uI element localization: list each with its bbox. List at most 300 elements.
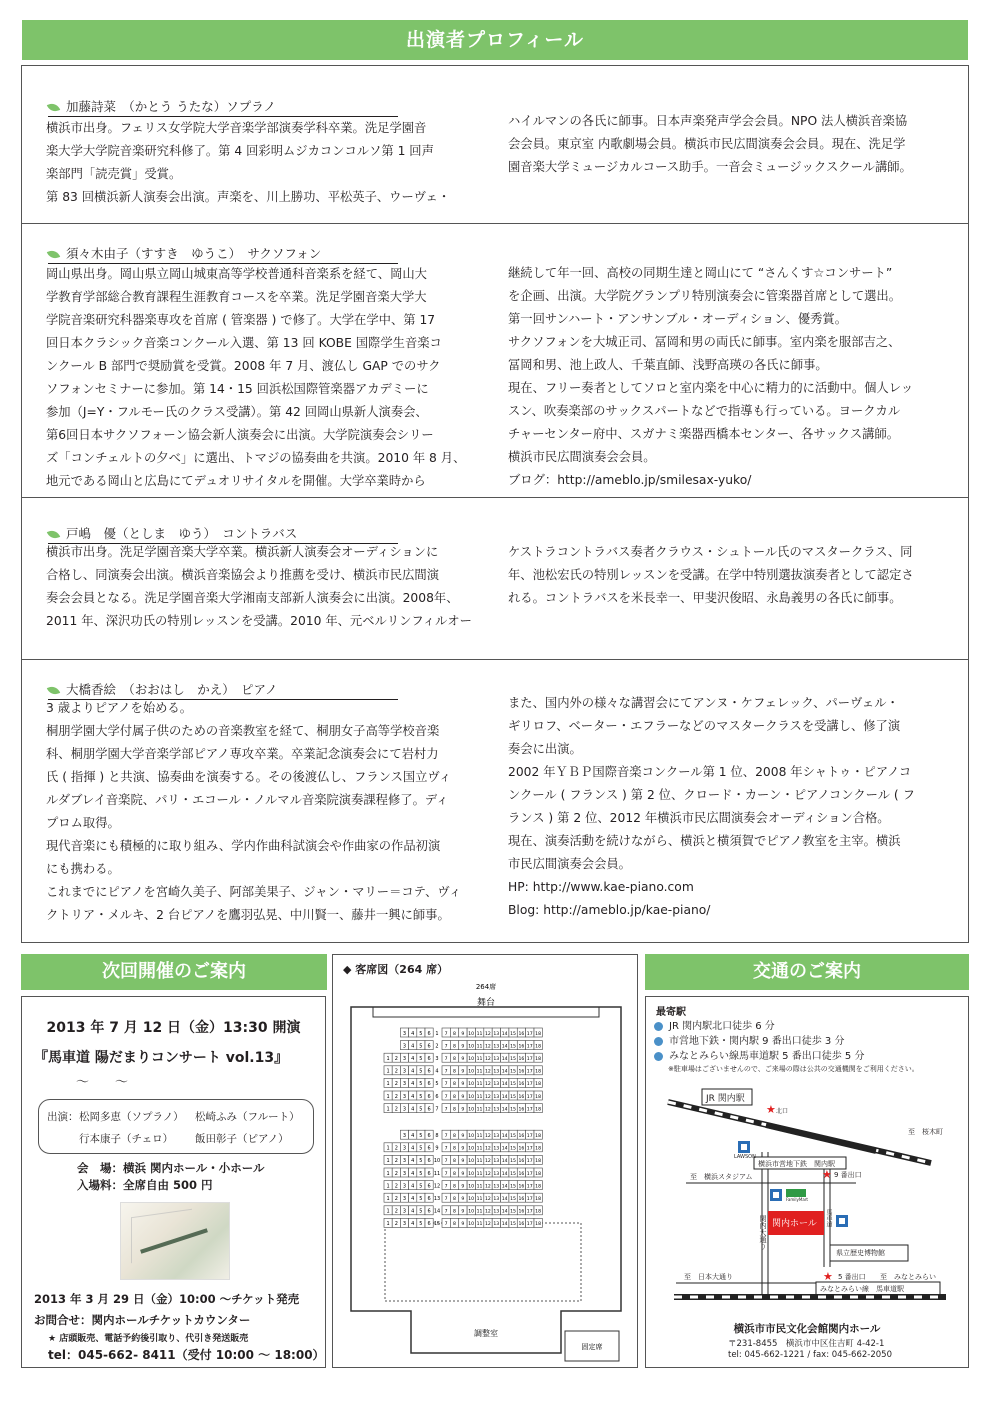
profile-text-left (46, 541, 486, 633)
seat-number: 18 (535, 1107, 542, 1113)
text-line: ギリロフ、ベーター・エフラーなどのマスタークラスを受講し、修了演 (508, 719, 901, 733)
profile-susuki (22, 224, 968, 498)
seat-number: 6 (427, 1221, 431, 1228)
map-label: 馬車道 (825, 1209, 832, 1227)
text-line: ンクール ( フランス ) 第 2 位、クロード・カーン・ピアノコンクール ( フ (508, 788, 915, 802)
row-number: 8 (435, 1133, 439, 1139)
map-label: 北口 (776, 1108, 789, 1115)
text-line: 市民広間演奏会会員。 (508, 857, 631, 871)
seat-number: 14 (501, 1184, 508, 1190)
text-line: 冨岡和男、池上政人、千葉直師、浅野高瑛の各氏に師事。 (508, 358, 828, 372)
seat-number: 3 (402, 1043, 407, 1050)
access-banner: 交通のご案内 (645, 954, 969, 990)
seat-number: 11 (476, 1184, 483, 1190)
seat-number: 13 (493, 1222, 500, 1228)
seat-number: 3 (402, 1145, 407, 1152)
text-line: 年、池松宏氏の特別レッスンを受講。在学中特別選抜演奏者として認定さ (508, 568, 914, 582)
seat-number: 5 (419, 1145, 423, 1152)
seat-number: 9 (461, 1107, 465, 1113)
row-number: 9 (435, 1145, 439, 1152)
performers-label: 出演： (47, 1111, 79, 1123)
seat-number: 12 (484, 1057, 491, 1062)
seat-number: 10 (468, 1107, 475, 1113)
stage-label: 舞台 (476, 998, 496, 1008)
seat-number: 6 (427, 1133, 431, 1139)
text-line: ルダブレイ音楽院、パリ・エコール・ノルマル音楽院演奏課程修了。ディ (46, 793, 449, 807)
seat-number: 18 (535, 1134, 542, 1139)
seat-number: 17 (526, 1094, 533, 1100)
seat-number: 7 (444, 1094, 448, 1100)
seat-number: 3 (402, 1221, 407, 1228)
seat-number: 10 (468, 1031, 475, 1037)
profile-text-left (46, 117, 486, 209)
seat-number: 16 (518, 1031, 525, 1037)
seat-number: 10 (468, 1171, 475, 1177)
row-number: 7 (435, 1106, 439, 1113)
seat-number: 1 (386, 1093, 390, 1100)
text-line: 第6回日本サクソフォーン協会新人演奏会に出演。大学院演奏会シリー (46, 428, 434, 442)
seat-number: 13 (493, 1082, 500, 1088)
seat-number: 15 (510, 1031, 516, 1037)
seat-number: 1 (386, 1221, 390, 1228)
seat-number: 10 (468, 1082, 475, 1088)
text-line: これまでにピアノを宮崎久美子、阿部美果子、ジャン・マリー＝コテ、ヴィ (46, 885, 462, 899)
seat-number: 15 (510, 1107, 516, 1113)
seat-number: 11 (476, 1171, 483, 1177)
seat-number: 16 (518, 1057, 525, 1062)
seat-number: 11 (476, 1044, 483, 1050)
seat-number: 4 (411, 1183, 415, 1190)
row-number: 1 (435, 1030, 439, 1037)
seat-number: 12 (484, 1222, 491, 1228)
seat-number: 4 (411, 1196, 415, 1202)
nearest-label: 最寄駅 (656, 1007, 686, 1018)
star-icon: ★ (823, 1270, 833, 1283)
text-line: 学院音楽研究科器楽専攻を首席 ( 管楽器 ) で修了。大学在学中、第 17 (46, 313, 436, 327)
text-line: 第 83 回横浜新人演奏会出演。声楽を、川上勝功、平松英子、ウーヴェ・ (46, 190, 451, 204)
seat-number: 18 (535, 1044, 542, 1050)
seat-number: 4 (411, 1068, 415, 1075)
seat-number: 14 (501, 1082, 508, 1088)
seat-number: 16 (518, 1094, 525, 1100)
seat-number: 3 (402, 1106, 407, 1113)
seat-number: 12 (484, 1184, 491, 1190)
seat-number: 17 (526, 1222, 533, 1228)
text-line: 2002 年ＹＢＰ国際音楽コンクール第 1 位、2008 年シャトゥ・ピアノコ (508, 765, 912, 779)
seat-number: 14 (501, 1134, 508, 1139)
venue: 会 場：横浜 関内ホール・小ホール (77, 1161, 265, 1175)
text-line: 奏会会員となる。洗足学園音楽大学湘南支部新人演奏会に出演。2008年、 (46, 591, 459, 605)
station-item (654, 1047, 864, 1062)
familymart-icon (786, 1189, 806, 1197)
seat-number: 18 (535, 1209, 542, 1215)
map-label: 至 みなとみらい (880, 1273, 936, 1281)
text-line: を企画、出演。大学院グランプリ特別演奏会に管楽器首席として選出。 (508, 289, 902, 303)
seat-number: 1 (386, 1183, 390, 1190)
seat-number: 13 (493, 1044, 500, 1050)
map-label: 至 横浜スタジアム (690, 1173, 753, 1181)
seat-number: 5 (419, 1183, 423, 1190)
seating-chart (332, 954, 638, 1368)
profile-text-right (508, 262, 953, 492)
seat-number: 17 (526, 1209, 533, 1215)
seat-number: 16 (518, 1107, 525, 1113)
seat-number: 13 (493, 1031, 500, 1037)
seat-number: 14 (501, 1094, 508, 1100)
seat-number: 15 (510, 1134, 516, 1139)
text-line: 桐朋学園大学付属子供のための音楽教室を経て、桐朋女子高等学校音楽 (46, 724, 440, 738)
seat-number: 15 (510, 1184, 516, 1190)
seat-number: 8 (452, 1044, 456, 1050)
seat-number: 1 (386, 1158, 390, 1165)
leaf-icon (47, 101, 60, 113)
seat-number: 5 (419, 1208, 423, 1215)
text-line: ズ「コンチェルトの夕べ」に選出、トマジの協奏曲を共演。2010 年 8 月、 (46, 451, 466, 465)
seat-number: 12 (484, 1171, 491, 1177)
seat-number: 6 (427, 1208, 431, 1215)
seat-number: 10 (468, 1159, 475, 1165)
profile-name: 大橋香絵 （おおはし かえ） ピアノ (66, 682, 278, 697)
profile-text-left (46, 697, 486, 927)
seat-number: 2 (394, 1081, 398, 1088)
map-label: 至 桜木町 (908, 1128, 943, 1136)
profile-text-right (508, 541, 953, 610)
seat-number: 3 (402, 1208, 407, 1215)
next-subtitle: ～ ～ (76, 1075, 129, 1090)
jr-rail (668, 1102, 931, 1163)
hall-tel: tel: 045-662-1221 / fax: 045-662-2050 (728, 1350, 892, 1360)
seat-number: 3 (402, 1196, 407, 1202)
lawson-icon (770, 1189, 782, 1201)
seat-number: 5 (419, 1133, 423, 1139)
map-label: 至 日本大通り (684, 1273, 733, 1281)
seat-number: 3 (402, 1093, 407, 1100)
seat-number: 18 (535, 1222, 542, 1228)
seat-number: 4 (411, 1221, 415, 1228)
seat-number: 12 (484, 1197, 491, 1202)
seat-number: 4 (411, 1056, 415, 1062)
seat-number: 10 (468, 1094, 475, 1100)
seat-number: 4 (411, 1208, 415, 1215)
seat-number: 16 (518, 1197, 525, 1202)
text-line: 参加（J=Y・フルモー氏のクラス受講）。第 42 回岡山県新人演奏会、 (46, 405, 428, 419)
seat-number: 15 (510, 1069, 516, 1075)
seat-number: 18 (535, 1184, 542, 1190)
seat-number: 9 (461, 1134, 465, 1139)
text-line: れる。コントラバスを米長幸一、甲斐沢俊昭、永島義男の各氏に師事。 (508, 591, 902, 605)
seat-number: 8 (452, 1057, 456, 1062)
seat-number: 7 (444, 1222, 448, 1228)
row-number: 10 (433, 1158, 441, 1165)
seat-number: 18 (535, 1082, 542, 1088)
seat-number: 11 (476, 1159, 483, 1165)
seat-number: 13 (493, 1094, 500, 1100)
hall-address: 〒231-8455 横浜市中区住吉町 4-42-1 (728, 1339, 885, 1349)
map-label: JR 関内駅 (706, 1094, 745, 1104)
text-line: Blog: http://ameblo.jp/kae-piano/ (508, 903, 711, 917)
text-line: 継続して年一回、高校の同期生達と岡山にて “さんくす☆コンサート” (508, 266, 893, 280)
row-number: 12 (433, 1183, 441, 1190)
seat-number: 14 (501, 1069, 508, 1075)
seat-number: 4 (411, 1043, 415, 1050)
seat-number: 9 (461, 1146, 465, 1152)
seat-number: 15 (510, 1094, 516, 1100)
seat-number: 3 (402, 1133, 407, 1139)
seat-number: 2 (394, 1221, 398, 1228)
lawson-icon (836, 1215, 848, 1227)
text-line: 園音楽大学ミュージカルコース助手。一音会ミュージックスクール講師。 (508, 160, 912, 174)
text-line: 回日本クラシック音楽コンクール入選、第 13 回 KOBE 国際学生音楽コ (46, 336, 442, 350)
performer: 行本康子（チェロ） (79, 1133, 174, 1145)
row-number: 11 (433, 1170, 441, 1177)
seat-number: 9 (461, 1184, 465, 1190)
text-line: クトリア・メルキ、2 台ピアノを鷹羽弘晃、中川賢一、藤井一興に師事。 (46, 908, 450, 922)
seat-number: 8 (452, 1094, 456, 1100)
seat-number: 8 (452, 1184, 456, 1190)
seat-number: 11 (476, 1057, 483, 1062)
seat-number: 7 (444, 1209, 448, 1215)
seat-number: 1 (386, 1196, 390, 1202)
seat-number: 11 (476, 1031, 483, 1037)
seat-number: 6 (427, 1081, 431, 1088)
seat-number: 13 (493, 1159, 500, 1165)
profile-header (48, 244, 398, 264)
seat-number: 9 (461, 1094, 465, 1100)
seat-number: 17 (526, 1082, 533, 1088)
profile-name: 加藤詩菜 （かとう うたな）ソプラノ (66, 99, 276, 114)
seat-number: 6 (427, 1158, 431, 1165)
seat-number: 2 (394, 1106, 398, 1113)
seat-number: 9 (461, 1044, 465, 1050)
seat-number: 1 (386, 1081, 390, 1088)
row-number: 14 (433, 1208, 441, 1215)
seat-number: 9 (461, 1057, 465, 1062)
text-line: 科、桐朋学園大学音楽学部ピアノ専攻卒業。卒業記念演奏会にて岩村力 (46, 747, 439, 761)
seat-number: 12 (484, 1044, 491, 1050)
seat-number: 8 (452, 1107, 456, 1113)
next-title: 『馬車道 陽だまりコンサート vol.13』 (34, 1050, 289, 1066)
profile-name: 須々木由子（すすき ゆうこ） サクソフォン (66, 246, 322, 261)
seat-number: 12 (484, 1209, 491, 1215)
seat-number: 8 (452, 1197, 456, 1202)
seat-number: 16 (518, 1159, 525, 1165)
text-line: ケストラコントラバス奏者クラウス・シュトール氏のマスタークラス、同 (508, 545, 913, 559)
station-item (654, 1032, 844, 1047)
seat-number: 14 (501, 1159, 508, 1165)
seat-number: 16 (518, 1134, 525, 1139)
sales-note: ★ 店頭販売、電話予約後引取り、代引き発送販売 (48, 1334, 249, 1344)
seat-number: 17 (526, 1069, 533, 1075)
seat-number: 7 (444, 1031, 448, 1037)
seat-number: 14 (501, 1209, 508, 1215)
seat-number: 8 (452, 1209, 456, 1215)
seat-number: 14 (501, 1057, 508, 1062)
seat-number: 16 (518, 1082, 525, 1088)
seat-number: 8 (452, 1134, 456, 1139)
text-line: 地元である岡山と広島にてデュオリサイタルを開催。大学卒業時から (46, 474, 426, 488)
performers-box (38, 1099, 314, 1154)
seat-number: 11 (476, 1134, 483, 1139)
seat-number: 16 (518, 1171, 525, 1177)
seat-number: 12 (484, 1146, 491, 1152)
seat-number: 15 (510, 1222, 516, 1228)
seat-number: 10 (468, 1222, 475, 1228)
seat-number: 18 (535, 1094, 542, 1100)
seat-number: 1 (386, 1208, 390, 1215)
lawson-icon (738, 1141, 750, 1153)
map-label: 県立歴史博物館 (836, 1249, 885, 1257)
seat-number: 10 (468, 1044, 475, 1050)
seat-number: 4 (411, 1158, 415, 1165)
seat-number: 18 (535, 1069, 542, 1075)
seat-number: 18 (535, 1146, 542, 1152)
seat-number: 17 (526, 1159, 533, 1165)
seat-number: 6 (427, 1183, 431, 1190)
seat-number: 8 (452, 1031, 456, 1037)
leaf-icon (47, 684, 60, 696)
seat-number: 2 (394, 1145, 398, 1152)
inquiry-tel: tel：045-662- 8411（受付 10:00 ～ 18:00） (48, 1348, 325, 1362)
seat-number: 13 (493, 1209, 500, 1215)
row-number: 15 (433, 1221, 441, 1228)
seat-number: 4 (411, 1145, 415, 1152)
profiles-section (21, 65, 969, 943)
text-line: 会会員。東京室 内歌劇場会員。横浜市民広間演奏会会員。現在、洗足学 (508, 137, 906, 151)
station-item (654, 1017, 775, 1032)
seat-number: 6 (427, 1068, 431, 1075)
seat-number: 10 (468, 1069, 475, 1075)
seat-number: 9 (461, 1159, 465, 1165)
seat-number: 7 (444, 1146, 448, 1152)
bullet-icon (654, 1037, 663, 1046)
seat-number: 12 (484, 1069, 491, 1075)
seat-number: 11 (476, 1082, 483, 1088)
text-line: 3 歳よりピアノを始める。 (46, 701, 193, 715)
access-box (645, 996, 969, 1368)
seat-number: 5 (419, 1093, 423, 1100)
seat-number: 13 (493, 1146, 500, 1152)
seat-number: 9 (461, 1209, 465, 1215)
text-line: ブログ：http://ameblo.jp/smilesax-yuko/ (508, 473, 752, 487)
text-line: ンクール B 部門で奨励賞を受賞。2008 年 7 月、渡仏し GAP でのサク (46, 359, 441, 373)
capacity-label: 264席 (475, 983, 497, 991)
text-line: 楽部門「読売賞」受賞。 (46, 167, 182, 181)
seat-number: 10 (468, 1209, 475, 1215)
seat-number: 15 (510, 1209, 516, 1215)
seating-diagram (333, 955, 639, 1369)
row-number: 3 (435, 1056, 439, 1062)
profile-text-right (508, 692, 953, 922)
profile-header (48, 97, 398, 117)
seat-number: 4 (411, 1170, 415, 1177)
seat-number: 3 (402, 1170, 407, 1177)
text-line: チャーセンター府中、スガナミ楽器西橋本センター、各サックス講師。 (508, 427, 900, 441)
seat-number: 12 (484, 1031, 491, 1037)
profile-name: 戸嶋 優（としま ゆう） コントラバス (66, 526, 298, 541)
seat-number: 4 (411, 1093, 415, 1100)
text-line: 現在、演奏活動を続けながら、横浜と横須賀でピアノ教室を主宰。横浜 (508, 834, 901, 848)
seat-number: 3 (402, 1081, 407, 1088)
seat-number: 8 (452, 1146, 456, 1152)
seat-number: 9 (461, 1197, 465, 1202)
seat-number: 1 (386, 1170, 390, 1177)
seat-number: 5 (419, 1196, 423, 1202)
seat-number: 5 (419, 1106, 423, 1113)
seat-number: 9 (461, 1222, 465, 1228)
row-number: 4 (435, 1068, 439, 1075)
seat-number: 5 (419, 1158, 423, 1165)
seat-number: 12 (484, 1082, 491, 1088)
seat-number: 1 (386, 1106, 390, 1113)
seat-number: 14 (501, 1197, 508, 1202)
seat-number: 9 (461, 1031, 465, 1037)
seat-number: 5 (419, 1056, 423, 1062)
map-label: 5 番出口 (838, 1273, 866, 1281)
row-number: 2 (435, 1043, 439, 1050)
map-label: LAWSON (734, 1154, 756, 1160)
seat-number: 2 (394, 1056, 398, 1062)
text-line: 氏 ( 指揮 ) と共演、協奏曲を演奏する。その後渡仏し、フランス国立ヴィ (46, 770, 452, 784)
seat-number: 10 (468, 1057, 475, 1062)
seat-number: 13 (493, 1184, 500, 1190)
text-line: ランス ) 第 2 位、2012 年横浜市民広間演奏会オーディション合格。 (508, 811, 890, 825)
seat-number: 4 (411, 1133, 415, 1139)
seat-number: 13 (493, 1171, 500, 1177)
fixed-seat-label: 固定席 (581, 1343, 603, 1351)
venue-info (77, 1160, 265, 1194)
seat-number: 15 (510, 1171, 516, 1177)
seat-number: 4 (411, 1081, 415, 1088)
seat-number: 9 (461, 1069, 465, 1075)
seat-number: 18 (535, 1159, 542, 1165)
seat-number: 12 (484, 1094, 491, 1100)
seat-number: 6 (427, 1196, 431, 1202)
seat-number: 17 (526, 1134, 533, 1139)
seat-number: 5 (419, 1068, 423, 1075)
seat-number: 11 (476, 1107, 483, 1113)
station-text: 市営地下鉄・関内駅 9 番出口徒歩 3 分 (669, 1036, 845, 1047)
bullet-icon (654, 1022, 663, 1031)
seat-number: 13 (493, 1197, 500, 1202)
map-label: FamilyMart (786, 1197, 808, 1202)
seat-number: 5 (419, 1081, 423, 1088)
seat-number: 14 (501, 1146, 508, 1152)
seat-number: 15 (510, 1044, 516, 1050)
seat-number: 16 (518, 1209, 525, 1215)
hall-name: 横浜市市民文化会館関内ホール (733, 1323, 881, 1335)
star-icon: ★ (766, 1103, 776, 1116)
seat-number: 6 (427, 1106, 431, 1113)
seat-number: 7 (444, 1069, 448, 1075)
profile-ohashi (22, 660, 968, 942)
profile-toshima (22, 498, 968, 660)
text-line: ハイルマンの各氏に師事。日本声楽発声学会会員。NPO 法人横浜音楽協 (508, 114, 908, 128)
seat-number: 2 (394, 1068, 398, 1075)
map-label: みなとみらい線 馬車道駅 (820, 1285, 904, 1293)
seat-number: 6 (427, 1056, 431, 1062)
seat-number: 15 (510, 1146, 516, 1152)
seat-number: 12 (484, 1107, 491, 1113)
text-line: サクソフォンを大城正司、冨岡和男の両氏に師事。室内楽を服部吉之、 (508, 335, 901, 349)
text-line: 現在、フリー奏者としてソロと室内楽を中心に精力的に活動中。個人レッ (508, 381, 914, 395)
profile-banner: 出演者プロフィール (22, 20, 968, 60)
seat-number: 8 (452, 1069, 456, 1075)
bullet-icon (654, 1052, 663, 1061)
seat-number: 16 (518, 1146, 525, 1152)
station-text: みなとみらい線馬車道駅 5 番出口徒歩 5 分 (669, 1051, 865, 1062)
fee: 入場料：全席自由 500 円 (77, 1178, 213, 1192)
seat-number: 16 (518, 1222, 525, 1228)
